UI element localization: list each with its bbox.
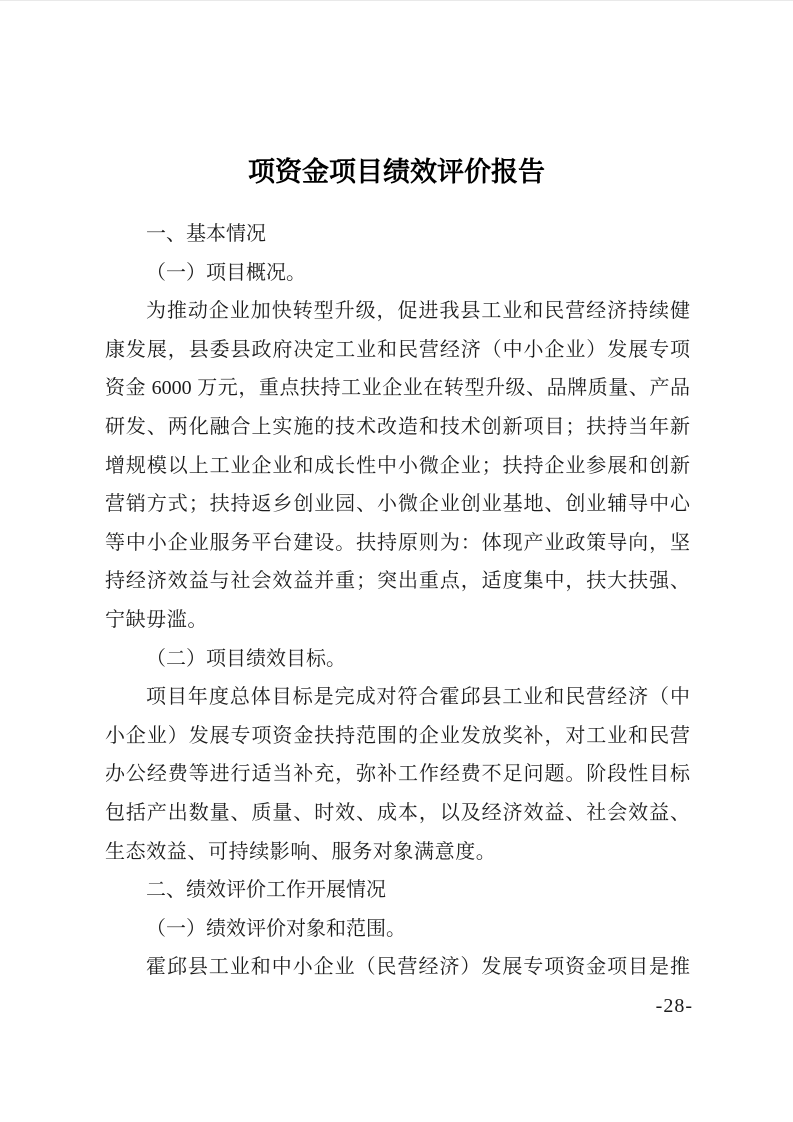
text-line: 宁缺毋滥。 (105, 608, 208, 631)
text-line: 增规模以上工业企业和成长性中小微企业；扶持企业参展和创新 (105, 454, 690, 477)
page-number: -28- (655, 995, 693, 1017)
text-line: 项目年度总体目标是完成对符合霍邱县工业和民营经济（中 (146, 686, 690, 709)
section-heading-1: 一、基本情况 (146, 223, 266, 245)
text-line: 资金 6000 万元，重点扶持工业企业在转型升级、品牌质量、产品 (105, 377, 690, 400)
subsection-heading-1-1: （一）项目概况。 (146, 261, 306, 284)
text-line: 等中小企业服务平台建设。扶持原则为：体现产业政策导向，坚 (105, 531, 690, 554)
text-line: 生态效益、可持续影响、服务对象满意度。 (105, 840, 497, 863)
text-line: 办公经费等进行适当补充，弥补工作经费不足问题。阶段性目标 (105, 763, 690, 786)
document-body (105, 215, 690, 987)
section-heading-2: 二、绩效评价工作开展情况 (146, 879, 386, 902)
subsection-heading-1-2: （二）项目绩效目标。 (146, 647, 346, 670)
text-line: 持经济效益与社会效益并重；突出重点，适度集中，扶大扶强、 (105, 570, 690, 593)
text-line: 霍邱县工业和中小企业（民营经济）发展专项资金项目是推 (146, 956, 690, 979)
text-line: 康发展，县委县政府决定工业和民营经济（中小企业）发展专项 (105, 338, 690, 361)
text-line: 研发、两化融合上实施的技术改造和技术创新项目；扶持当年新 (105, 415, 690, 438)
text-line: 包括产出数量、质量、时效、成本，以及经济效益、社会效益、 (105, 801, 690, 824)
text-line: 为推动企业加快转型升级，促进我县工业和民营经济持续健 (146, 300, 690, 323)
text-line: 营销方式；扶持返乡创业园、小微企业创业基地、创业辅导中心 (105, 493, 690, 516)
subsection-heading-2-1: （一）绩效评价对象和范围。 (146, 917, 406, 940)
document-title: 项资金项目绩效评价报告 (248, 157, 545, 187)
text-line: 小企业）发展专项资金扶持范围的企业发放奖补，对工业和民营 (105, 724, 690, 747)
